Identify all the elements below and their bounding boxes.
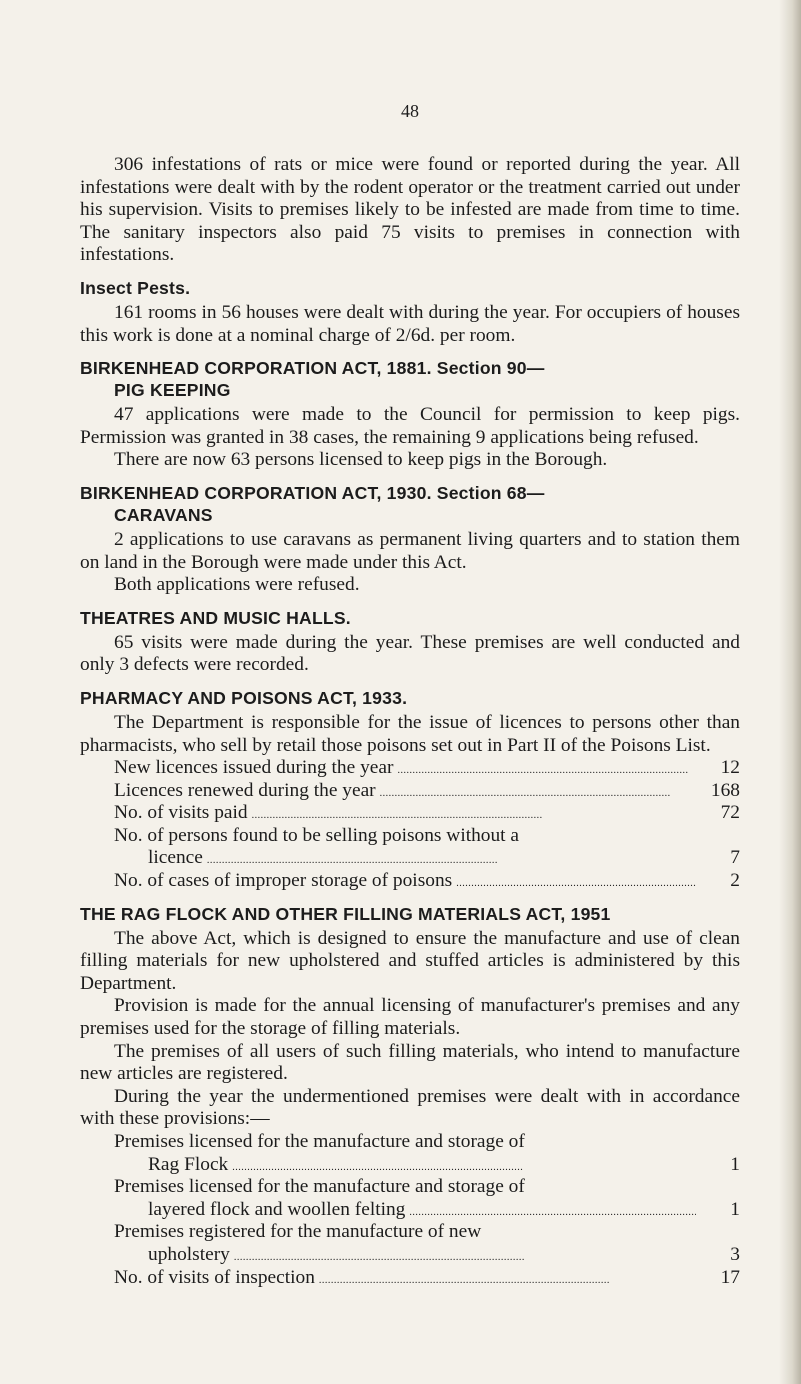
page-number: 48 — [401, 101, 419, 121]
pharmacy-paragraph: The Department is responsible for the issue of licences to persons other than pharmacists, who sell by retail those poisons set out in Part II of the Poisons List. — [80, 711, 740, 756]
list-item-label-line2: Rag Flock — [148, 1153, 229, 1175]
dot-leader — [405, 1199, 696, 1222]
list-item-label: No. of cases of improper storage of poisons — [114, 870, 453, 892]
caravans-heading-line2: CARAVANS — [114, 504, 213, 525]
caravans-paragraph-2: Both applications were refused. — [114, 574, 360, 596]
list-item-value: 1 — [730, 1198, 740, 1220]
dot-leader — [230, 1244, 696, 1267]
list-item-label-line2: upholstery — [148, 1243, 230, 1265]
list-item-value: 72 — [720, 802, 740, 824]
list-item-label: No. of visits of inspection — [114, 1266, 315, 1288]
pig-keeping-heading — [80, 357, 740, 401]
list-item — [114, 802, 740, 825]
pig-keeping-heading-line1: BIRKENHEAD CORPORATION ACT, 1881. Section 90— — [80, 358, 545, 379]
list-item-label-line1: Premises licensed for the manufacture and storage of — [114, 1176, 525, 1198]
dot-leader — [452, 870, 696, 893]
rodent-paragraph: 306 infestations of rats or mice were found or reported during the year. All infestations were dealt with by the rodent operator or the treatment carried out under his supervision. Visits to premises likely to be infested are made from time to time. The sanitary inspectors also paid 75 visits to premises in connection with infestations. — [80, 154, 740, 266]
rag-flock-heading: THE RAG FLOCK AND OTHER FILLING MATERIALS ACT, 1951 — [80, 903, 611, 924]
theatres-heading: THEATRES AND MUSIC HALLS. — [80, 607, 351, 628]
list-item-label: New licences issued during the year — [114, 757, 394, 779]
list-item-value: 7 — [730, 847, 740, 869]
rag-flock-paragraph-4: During the year the undermentioned premises were dealt with in accordance with these provisions:— — [80, 1085, 740, 1130]
list-item-value: 2 — [730, 870, 740, 892]
dot-leader — [376, 780, 696, 803]
insect-pests-paragraph: 161 rooms in 56 houses were dealt with during the year. For occupiers of houses this work is done at a nominal charge of 2/6d. per room. — [80, 301, 740, 346]
page-edge-shadow — [779, 0, 801, 1384]
rag-flock-paragraph-2: Provision is made for the annual licensing of manufacturer's premises and any premises used for the storage of filling materials. — [80, 995, 740, 1040]
rag-flock-paragraph-1: The above Act, which is designed to ensure the manufacture and use of clean filling materials for new upholstered and stuffed articles is administered by this Department. — [80, 927, 740, 994]
pig-keeping-paragraph-1: 47 applications were made to the Council for permission to keep pigs. Permission was granted in 38 cases, the remaining 9 applications being refused. — [80, 404, 740, 448]
caravans-heading — [80, 482, 740, 526]
list-item-label: Licences renewed during the year — [114, 779, 376, 801]
list-item-value: 3 — [730, 1243, 740, 1265]
list-item-label: No. of visits paid — [114, 802, 248, 824]
insect-pests-heading: Insect Pests. — [80, 277, 191, 298]
rag-flock-paragraph-3: The premises of all users of such filling materials, who intend to manufacture new articles are registered. — [80, 1040, 740, 1085]
list-item-label-line2: layered flock and woollen felting — [148, 1198, 406, 1220]
list-item-label-line1: Premises registered for the manufacture of new — [114, 1221, 482, 1243]
list-item — [114, 1221, 740, 1266]
list-item-label-line1: No. of persons found to be selling poisons without a — [114, 824, 520, 846]
list-item — [114, 757, 740, 780]
dot-leader — [228, 1154, 696, 1177]
list-item-value: 17 — [720, 1266, 740, 1288]
list-item — [114, 825, 740, 870]
list-item — [114, 1267, 740, 1290]
list-item-value: 168 — [710, 779, 740, 801]
pig-keeping-paragraph-2: There are now 63 persons licensed to keep pigs in the Borough. — [114, 449, 608, 471]
list-item — [114, 1131, 740, 1176]
theatres-paragraph: 65 visits were made during the year. These premises are well conducted and only 3 defects were recorded. — [80, 631, 740, 676]
list-item-value: 12 — [720, 757, 740, 779]
list-item-value: 1 — [730, 1153, 740, 1175]
list-item — [114, 780, 740, 803]
list-item-label-line1: Premises licensed for the manufacture and storage of — [114, 1131, 525, 1152]
rag-flock-statistics-list — [114, 1131, 740, 1289]
page-content — [80, 154, 740, 1289]
dot-leader — [315, 1267, 696, 1290]
pharmacy-heading: PHARMACY AND POISONS ACT, 1933. — [80, 687, 408, 708]
dot-leader — [248, 802, 696, 825]
dot-leader — [203, 847, 696, 870]
caravans-paragraph-1: 2 applications to use caravans as permanent living quarters and to station them on land in the Borough were made under this Act. — [80, 528, 740, 573]
list-item — [114, 1176, 740, 1221]
list-item — [114, 870, 740, 893]
pharmacy-statistics-list — [114, 757, 740, 893]
caravans-heading-line1: BIRKENHEAD CORPORATION ACT, 1930. Section 68— — [80, 482, 545, 503]
pig-keeping-heading-line2: PIG KEEPING — [114, 380, 231, 401]
dot-leader — [393, 757, 696, 780]
list-item-label-line2: licence — [148, 847, 203, 869]
